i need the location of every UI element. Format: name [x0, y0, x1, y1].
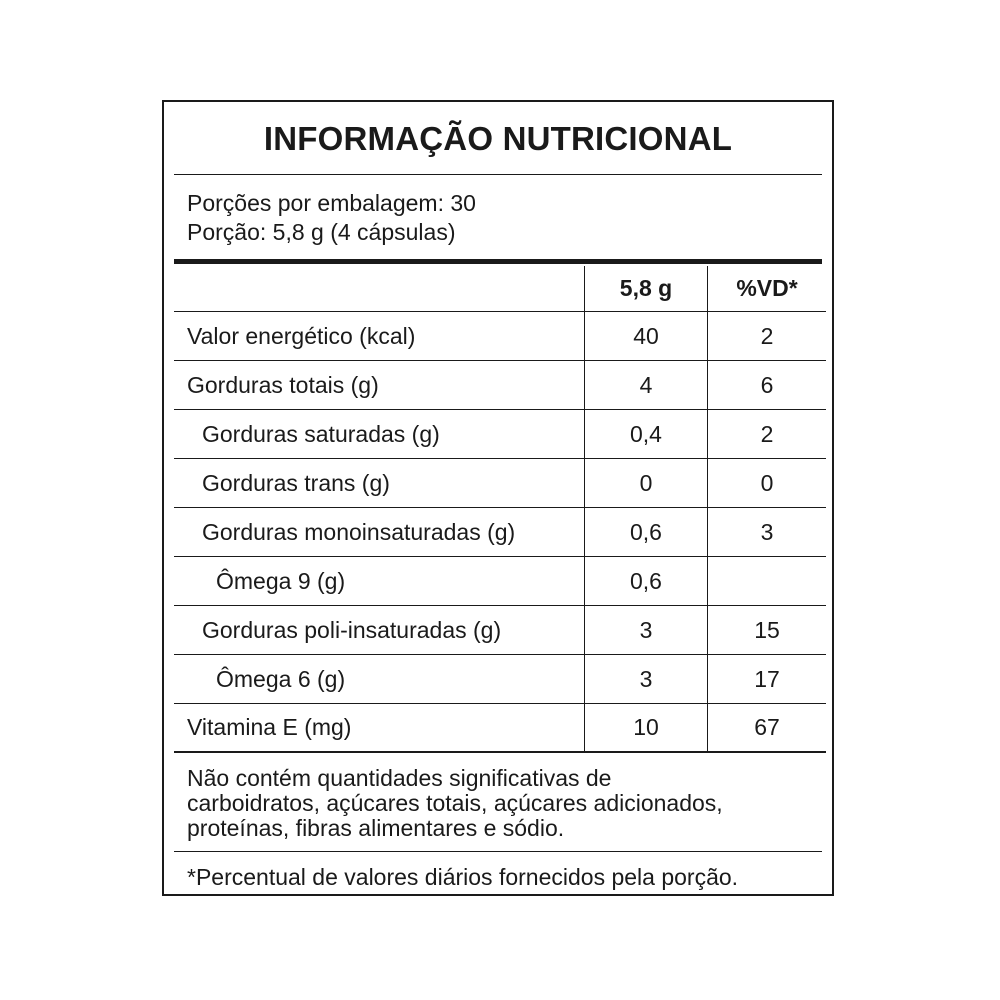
nutrient-quantity: 4 — [584, 361, 707, 409]
not-significant-line: proteínas, fibras alimentares e sódio. — [187, 815, 565, 841]
nutrient-name: Vitamina E (mg) — [187, 714, 352, 740]
table-row — [174, 508, 826, 557]
nutrient-daily-value: 15 — [707, 606, 826, 654]
table-row — [174, 704, 826, 753]
nutrient-quantity: 0,4 — [584, 410, 707, 458]
not-significant-line: carboidratos, açúcares totais, açúcares adicionados, — [187, 790, 723, 816]
nutrient-name: Gorduras trans (g) — [202, 469, 390, 496]
table-row — [174, 557, 826, 606]
nutrient-name: Ômega 9 (g) — [216, 567, 346, 594]
nutrient-daily-value: 3 — [707, 508, 826, 556]
nutrition-table — [174, 266, 826, 753]
nutrient-quantity: 0,6 — [584, 557, 707, 605]
divider-thick — [174, 259, 822, 264]
header-nutrient — [174, 266, 584, 311]
nutrient-name: Gorduras saturadas (g) — [202, 420, 440, 447]
nutrient-daily-value: 67 — [707, 704, 826, 751]
nutrient-name: Gorduras monoinsaturadas (g) — [202, 518, 516, 545]
table-row — [174, 410, 826, 459]
table-row — [174, 312, 826, 361]
divider-bottom — [174, 851, 822, 852]
nutrient-name: Valor energético (kcal) — [187, 322, 416, 349]
nutrient-name: Ômega 6 (g) — [216, 665, 346, 692]
nutrient-quantity: 0 — [584, 459, 707, 507]
nutrition-facts-panel — [162, 100, 834, 896]
nutrient-name: Gorduras totais (g) — [187, 371, 379, 398]
servings-per-package: Porções por embalagem: 30 — [187, 190, 476, 216]
nutrient-daily-value: 2 — [707, 312, 826, 360]
daily-value-note: *Percentual de valores diários fornecidos pela porção. — [187, 864, 739, 890]
not-significant-note — [187, 766, 814, 841]
header-daily-value: %VD* — [707, 266, 826, 311]
nutrient-quantity: 3 — [584, 655, 707, 703]
nutrient-quantity: 40 — [584, 312, 707, 360]
nutrient-daily-value: 6 — [707, 361, 826, 409]
table-row — [174, 459, 826, 508]
nutrient-daily-value: 0 — [707, 459, 826, 507]
not-significant-line: Não contém quantidades significativas de — [187, 765, 612, 791]
serving-size: Porção: 5,8 g (4 cápsulas) — [187, 219, 456, 245]
table-row — [174, 606, 826, 655]
nutrient-daily-value: 17 — [707, 655, 826, 703]
table-row — [174, 655, 826, 704]
table-row — [174, 361, 826, 410]
nutrient-quantity: 0,6 — [584, 508, 707, 556]
nutrient-daily-value: 2 — [707, 410, 826, 458]
table-header-row — [174, 266, 826, 312]
divider-top — [174, 174, 822, 175]
header-quantity: 5,8 g — [584, 266, 707, 311]
nutrient-quantity: 3 — [584, 606, 707, 654]
nutrient-name: Gorduras poli-insaturadas (g) — [202, 616, 502, 643]
nutrient-quantity: 10 — [584, 704, 707, 751]
label-title: INFORMAÇÃO NUTRICIONAL — [263, 120, 733, 157]
nutrient-daily-value — [707, 557, 826, 605]
